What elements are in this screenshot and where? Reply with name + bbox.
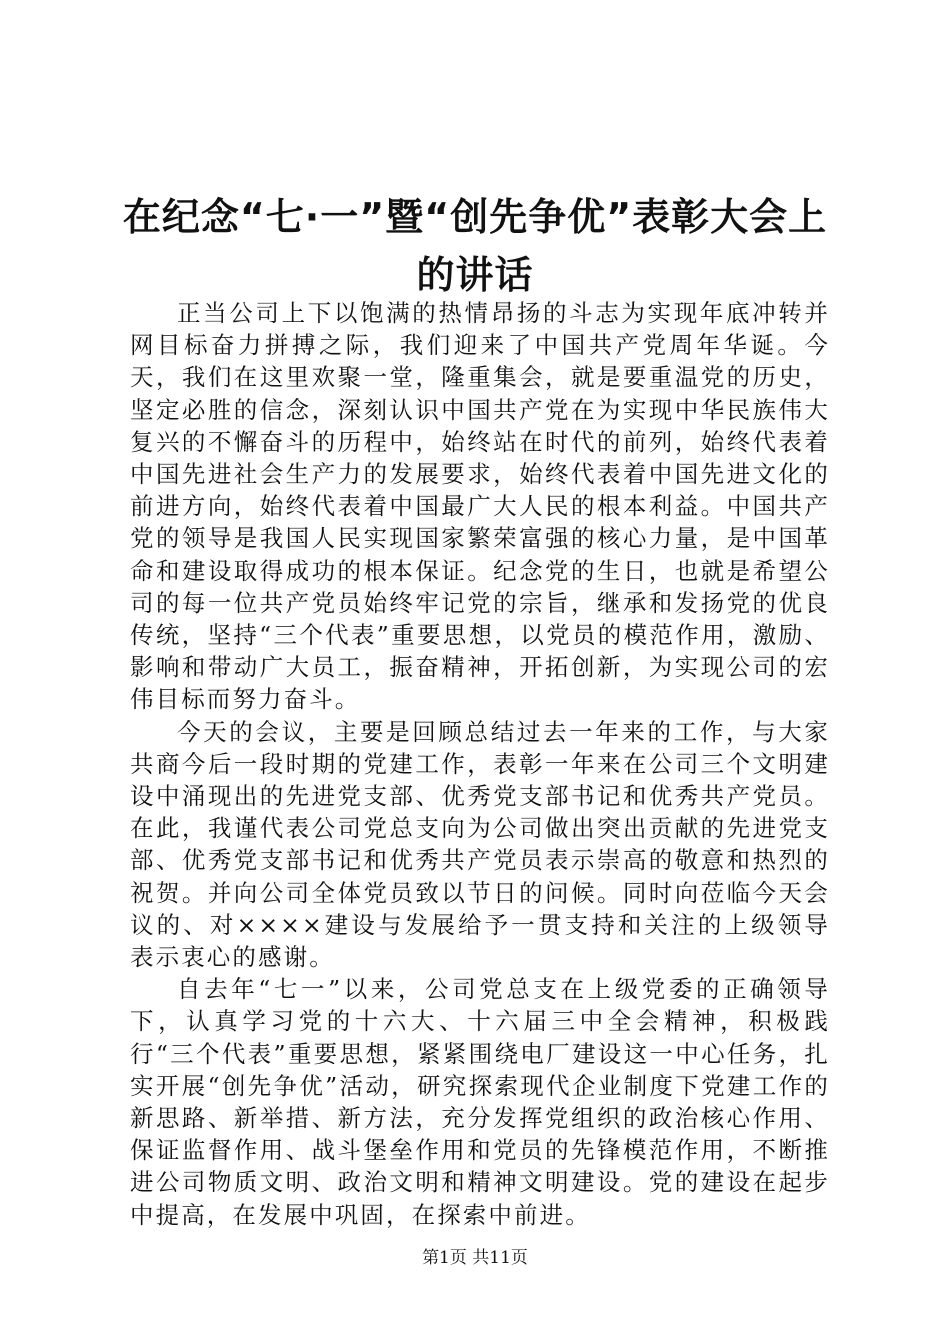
body-paragraph: 自去年“七一”以来，公司党总支在上级党委的正确领导下，认真学习党的十六大、十六届三中全会精神，积极践行“三个代表”重要思想，紧紧围绕电厂建设这一中心任务，扎实开展“创先争优”活动，研究探索现代企业制度下党建工作的新思路、新举措、新方法，充分发挥党组织的政治核心作用、保证监督作用、战斗堡垒作用和党员的先锋模范作用，不断推进公司物质文明、政治文明和精神文明建设。党的建设在起步中提高，在发展中巩固，在探索中前进。 [130,975,830,1229]
body-paragraph: 正当公司上下以饱满的热情昂扬的斗志为实现年底冲转并网目标奋力拼搏之际，我们迎来了中国共产党周年华诞。今天，我们在这里欢聚一堂，隆重集会，就是要重温党的历史，坚定必胜的信念，深刻认识中国共产党在为实现中华民族伟大复兴的不懈奋斗的历程中，始终站在时代的前列，始终代表着中国先进社会生产力的发展要求，始终代表着中国先进文化的前进方向，始终代表着中国最广大人民的根本利益。中国共产党的领导是我国人民实现国家繁荣富强的核心力量，是中国革命和建设取得成功的根本保证。纪念党的生日，也就是希望公司的每一位共产党员始终牢记党的宗旨，继承和发扬党的优良传统，坚持“三个代表”重要思想，以党员的模范作用，激励、影响和带动广大员工，振奋精神，开拓创新，为实现公司的宏伟目标而努力奋斗。 [130,299,830,714]
document-title-line-2: 的讲话 [416,253,534,297]
document-body [130,297,830,1231]
body-paragraph: 今天的会议，主要是回顾总结过去一年来的工作，与大家共商今后一段时期的党建工作，表彰一年来在公司三个文明建设中涌现出的先进党支部、优秀党支部书记和优秀共产党员。在此，我谨代表公司党总支向为公司做出突出贡献的先进党支部、优秀党支部书记和优秀共产党员表示崇高的敬意和热烈的祝贺。并向公司全体党员致以节日的问候。同时向莅临今天会议的、对××××建设与发展给予一贯支持和关注的上级领导表示衷心的感谢。 [130,717,830,972]
page-number-footer: 第1页 共11页 [422,1248,528,1268]
document-title-line-1: 在纪念“七·一”暨“创先争优”表彰大会上 [122,195,828,239]
